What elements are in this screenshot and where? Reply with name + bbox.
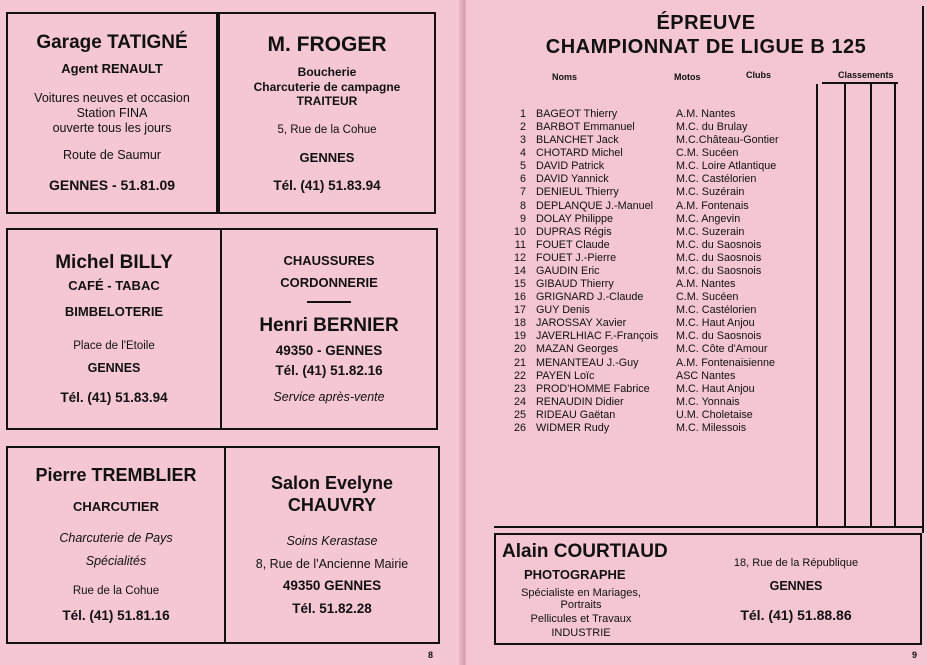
ad-address: 18, Rue de la République	[733, 557, 859, 569]
rider-name: DUPRAS Régis	[536, 225, 612, 238]
rider-club: M.C. Angevin	[676, 212, 741, 225]
ad-phone: Tél. 51.82.28	[292, 600, 372, 616]
rider-number: 19	[513, 330, 526, 343]
rider-club: C.M. Sucéen	[676, 291, 739, 304]
rider-club: A.M. Nantes	[676, 278, 736, 291]
rider-name: MAZAN Georges	[536, 343, 619, 356]
rider-club: M.C. du Saosnois	[676, 330, 762, 343]
ad-line: CAFÉ - TABAC	[68, 278, 160, 294]
ad-line: Route de Saumur	[63, 147, 161, 162]
rider-number: 9	[519, 212, 526, 225]
rider-club: M.C. du Saosnois	[676, 238, 762, 251]
header-clubs: Clubs	[746, 70, 772, 80]
rider-number: 23	[513, 382, 526, 395]
ad-title: CHAUVRY	[287, 494, 377, 515]
ad-line: CHARCUTIER	[73, 499, 159, 514]
rider-name: FOUET J.-Pierre	[536, 251, 617, 264]
header-motos: Motos	[674, 72, 701, 82]
page-number: 9	[912, 650, 918, 660]
rider-name: DOLAY Philippe	[536, 212, 614, 225]
rider-club: M.C. Yonnais	[676, 395, 740, 408]
ad-city: GENNES	[87, 361, 141, 376]
rider-name: BLANCHET Jack	[536, 134, 619, 147]
ad-title: Garage TATIGNÉ	[36, 32, 188, 54]
rider-club: U.M. Choletaise	[676, 408, 753, 421]
rider-club: M.C. Castélorien	[676, 304, 757, 317]
rider-name: DENIEUL Thierry	[536, 186, 619, 199]
rider-name: DAVID Yannick	[536, 173, 609, 186]
ad-phone: Tél. (41) 51.82.16	[275, 363, 383, 379]
rider-number: 11	[514, 238, 526, 251]
ad-line: Charcuterie de Pays	[59, 530, 173, 545]
ad-michel-billy	[6, 228, 222, 430]
rider-club: M.C. Haut Anjou	[676, 317, 755, 330]
rider-name: JAVERLHIAC F.-François	[536, 330, 659, 343]
page-number: 8	[428, 650, 434, 660]
ad-line: CHAUSSURES	[283, 253, 375, 269]
rider-club: A.M. Nantes	[676, 108, 736, 120]
rider-number: 6	[519, 173, 526, 186]
ad-phone: Tél. (41) 51.83.94	[60, 390, 168, 406]
rider-name: BAGEOT Thierry	[536, 108, 618, 120]
ad-m-froger	[218, 12, 436, 214]
ad-line: Pellicules et Travaux	[530, 613, 632, 625]
rider-number: 4	[519, 147, 526, 160]
rider-name: JAROSSAY Xavier	[536, 317, 627, 330]
rider-number: 12	[513, 251, 526, 264]
ad-subtitle: Agent RENAULT	[61, 61, 163, 77]
rider-name: BARBOT Emmanuel	[536, 121, 635, 134]
rider-name: PAYEN Loïc	[536, 369, 595, 382]
column-line	[816, 84, 818, 527]
rider-number: 25	[513, 408, 526, 421]
rider-name: GRIGNARD J.-Claude	[536, 291, 644, 304]
rider-number: 17	[513, 304, 526, 317]
rider-club: M.C.Château-Gontier	[676, 134, 779, 147]
ad-line: CORDONNERIE	[280, 274, 378, 290]
ad-title: Pierre TREMBLIER	[35, 465, 197, 486]
ad-phone: GENNES - 51.81.09	[48, 176, 176, 193]
column-line	[844, 84, 846, 527]
right-page	[466, 0, 927, 665]
championship-title: CHAMPIONNAT DE LIGUE B 125	[545, 36, 867, 58]
ad-address: Place de l'Etoile	[73, 339, 155, 352]
ad-phone: Tél. (41) 51.81.16	[62, 608, 170, 624]
rider-club: A.M. Fontenaisienne	[676, 356, 776, 369]
rider-club: M.C. Milessois	[676, 421, 747, 434]
ad-address: 5, Rue de la Cohue	[277, 124, 377, 137]
header-noms: Noms	[552, 72, 578, 82]
header-classements: Classements	[838, 70, 894, 80]
rider-number: 10	[513, 225, 526, 238]
rider-club: M.C. Côte d'Amour	[676, 343, 768, 356]
ad-title: Henri BERNIER	[259, 314, 399, 336]
ad-line: INDUSTRIE	[551, 627, 611, 639]
rider-name: DAVID Patrick	[536, 160, 605, 173]
rider-name: CHOTARD Michel	[536, 147, 623, 160]
ad-alain-courtiaud	[494, 533, 922, 645]
ad-line: Boucherie	[297, 65, 357, 80]
left-page	[0, 0, 462, 665]
ad-line: BIMBELOTERIE	[64, 303, 164, 319]
ad-line: Voitures neuves et occasion	[34, 90, 190, 105]
ad-pierre-tremblier	[6, 446, 226, 644]
rider-name: RIDEAU Gaëtan	[536, 408, 616, 421]
rider-number: 20	[513, 343, 526, 356]
rider-name: DEPLANQUE J.-Manuel	[536, 199, 654, 212]
rider-number: 14	[513, 264, 526, 277]
ad-line: Charcuterie de campagne	[253, 79, 401, 94]
ad-address: 8, Rue de l'Ancienne Mairie	[255, 557, 409, 572]
ad-salon-evelyne	[224, 446, 440, 644]
rider-club: M.C. du Saosnois	[676, 264, 762, 277]
rider-club: M.C. du Saosnois	[676, 251, 762, 264]
ad-garage-tatigne	[6, 12, 218, 214]
table-bottom-line	[494, 526, 922, 528]
ad-city: GENNES	[769, 579, 823, 593]
rider-number: 16	[513, 291, 526, 304]
ad-address: Rue de la Cohue	[72, 584, 160, 597]
rider-club: M.C. Haut Anjou	[676, 382, 755, 395]
rider-number: 24	[513, 395, 526, 408]
rider-club: M.C. Suzerain	[676, 225, 745, 238]
ad-henri-bernier	[220, 228, 438, 430]
ad-city: GENNES	[299, 150, 355, 166]
rider-number: 22	[513, 369, 526, 382]
rider-club: M.C. Castélorien	[676, 173, 757, 186]
event-title: ÉPREUVE	[656, 12, 756, 34]
ad-line: Portraits	[560, 599, 602, 611]
ad-city: 49350 GENNES	[282, 578, 382, 594]
ad-line: Soins Kerastase	[286, 534, 378, 549]
ad-title: Alain COURTIAUD	[502, 541, 668, 562]
ad-title: M. FROGER	[267, 33, 387, 57]
rider-club: A.M. Fontenais	[676, 199, 749, 212]
rider-name: FOUET Claude	[536, 238, 610, 251]
classements-underline	[822, 82, 898, 84]
rider-number: 8	[519, 199, 526, 212]
ad-profession: PHOTOGRAPHE	[524, 567, 626, 582]
rider-club: C.M. Sucéen	[676, 147, 739, 160]
rider-name: WIDMER Rudy	[536, 421, 610, 434]
rider-number: 1	[519, 108, 526, 120]
rider-name: GIBAUD Thierry	[536, 278, 614, 291]
column-line	[894, 84, 896, 527]
ad-city: 49350 - GENNES	[275, 343, 383, 359]
column-line	[870, 84, 872, 527]
rider-club: M.C. Loire Atlantique	[676, 160, 777, 173]
ad-line: Spécialiste en Mariages,	[521, 587, 641, 599]
rider-number: 18	[513, 317, 526, 330]
ad-line: TRAITEUR	[296, 94, 358, 108]
rider-name: GUY Denis	[536, 304, 590, 317]
rider-number: 15	[513, 278, 526, 291]
rider-number: 5	[519, 160, 526, 173]
ad-tagline: Service après-vente	[273, 389, 385, 404]
rider-name: MENANTEAU J.-Guy	[536, 356, 639, 369]
ad-line: ouverte tous les jours	[52, 120, 172, 135]
rider-club: M.C. Suzérain	[676, 186, 745, 199]
separator	[307, 301, 351, 303]
rider-number: 26	[513, 421, 526, 434]
ad-title: Michel BILLY	[55, 251, 173, 273]
rider-name: RENAUDIN Didier	[536, 395, 624, 408]
rider-number: 21	[513, 356, 526, 369]
rider-name: GAUDIN Eric	[536, 264, 600, 277]
rider-name: PROD'HOMME Fabrice	[536, 382, 650, 395]
rider-number: 2	[519, 121, 526, 134]
rider-club: M.C. du Brulay	[676, 121, 748, 134]
ad-title: Salon Evelyne	[270, 473, 394, 494]
ad-phone: Tél. (41) 51.88.86	[740, 607, 852, 623]
ad-line: Station FINA	[76, 105, 148, 120]
rider-number: 7	[519, 186, 526, 199]
rider-club: ASC Nantes	[676, 369, 736, 382]
ad-line: Spécialités	[85, 553, 147, 568]
ad-phone: Tél. (41) 51.83.94	[273, 177, 381, 193]
rider-number: 3	[519, 134, 526, 147]
